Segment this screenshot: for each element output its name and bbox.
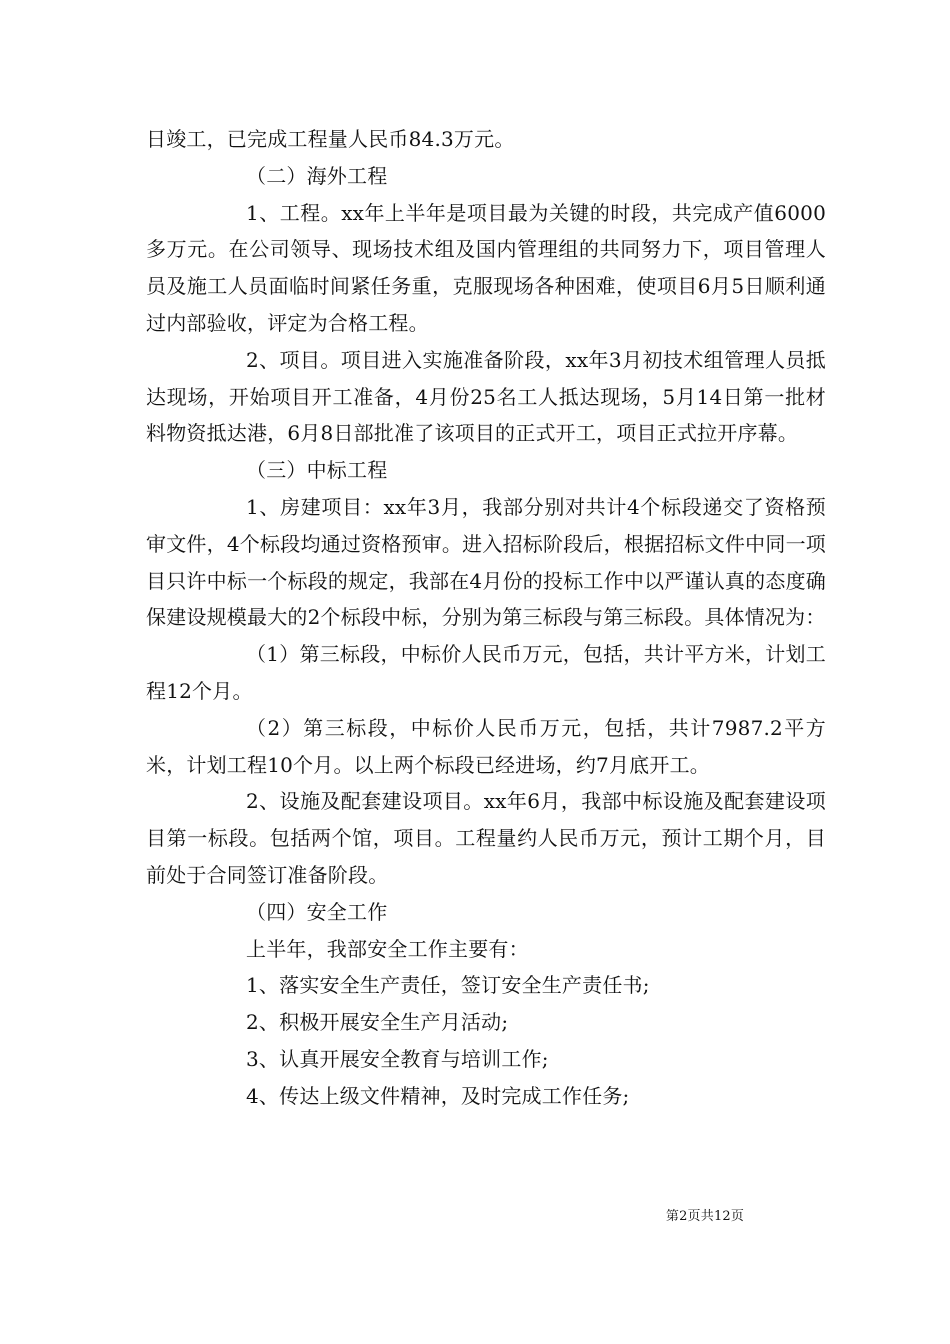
- list-item-safety-3: 3、认真开展安全教育与培训工作;: [246, 1046, 549, 1071]
- section-heading-overseas: （二）海外工程: [246, 163, 388, 188]
- paragraph-bids-1: 1、房建项目：xx年3月，我部分别对共计4个标段递交了资格预审文件，4个标段均通过资格预审。进入招标阶段后，根据招标文件中同一项目只许中标一个标段的规定，我部在4月份的投标工作中以严谨认真的态度确保建设规模最大的2个标段中标，分别为第三标段与第三标段。具体情况为：: [146, 494, 826, 630]
- paragraph-bids-2: 2、设施及配套建设项目。xx年6月，我部中标设施及配套建设项目第一标段。包括两个馆，项目。工程量约人民币万元，预计工期个月，目前处于合同签订准备阶段。: [146, 789, 826, 887]
- page-number: 第2页共12页: [665, 1209, 745, 1224]
- list-item-safety-4: 4、传达上级文件精神，及时完成工作任务;: [246, 1083, 630, 1108]
- section-heading-bids: （三）中标工程: [246, 458, 388, 483]
- paragraph-overseas-2: 2、项目。项目进入实施准备阶段，xx年3月初技术组管理人员抵达现场，开始项目开工准备，4月份25名工人抵达现场，5月14日第一批材料物资抵达港，6月8日部批准了该项目的正式开工，项目正式拉开序幕。: [146, 347, 826, 446]
- paragraph-bids-1b: （2）第三标段，中标价人民币万元，包括，共计7987.2平方米，计划工程10个月。以上两个标段已经进场，约7月底开工。: [146, 715, 826, 777]
- page-footer: [0, 1205, 950, 1224]
- paragraph-continuation: 日竣工，已完成工程量人民币84.3万元。: [146, 127, 515, 151]
- document-body: [146, 121, 826, 1115]
- list-item-safety-2: 2、积极开展安全生产月活动;: [246, 1010, 509, 1035]
- list-item-safety-1: 1、落实安全生产责任，签订安全生产责任书;: [246, 973, 650, 998]
- paragraph-overseas-1: 1、工程。xx年上半年是项目最为关键的时段，共完成产值6000多万元。在公司领导、现场技术组及国内管理组的共同努力下，项目管理人员及施工人员面临时间紧任务重，克服现场各种困难，使项目6月5日顺利通过内部验收，评定为合格工程。: [146, 200, 826, 335]
- section-heading-safety: （四）安全工作: [246, 899, 388, 924]
- paragraph-bids-1a: （1）第三标段，中标价人民币万元，包括，共计平方米，计划工程12个月。: [146, 642, 826, 703]
- paragraph-safety-intro: 上半年，我部安全工作主要有：: [246, 936, 529, 961]
